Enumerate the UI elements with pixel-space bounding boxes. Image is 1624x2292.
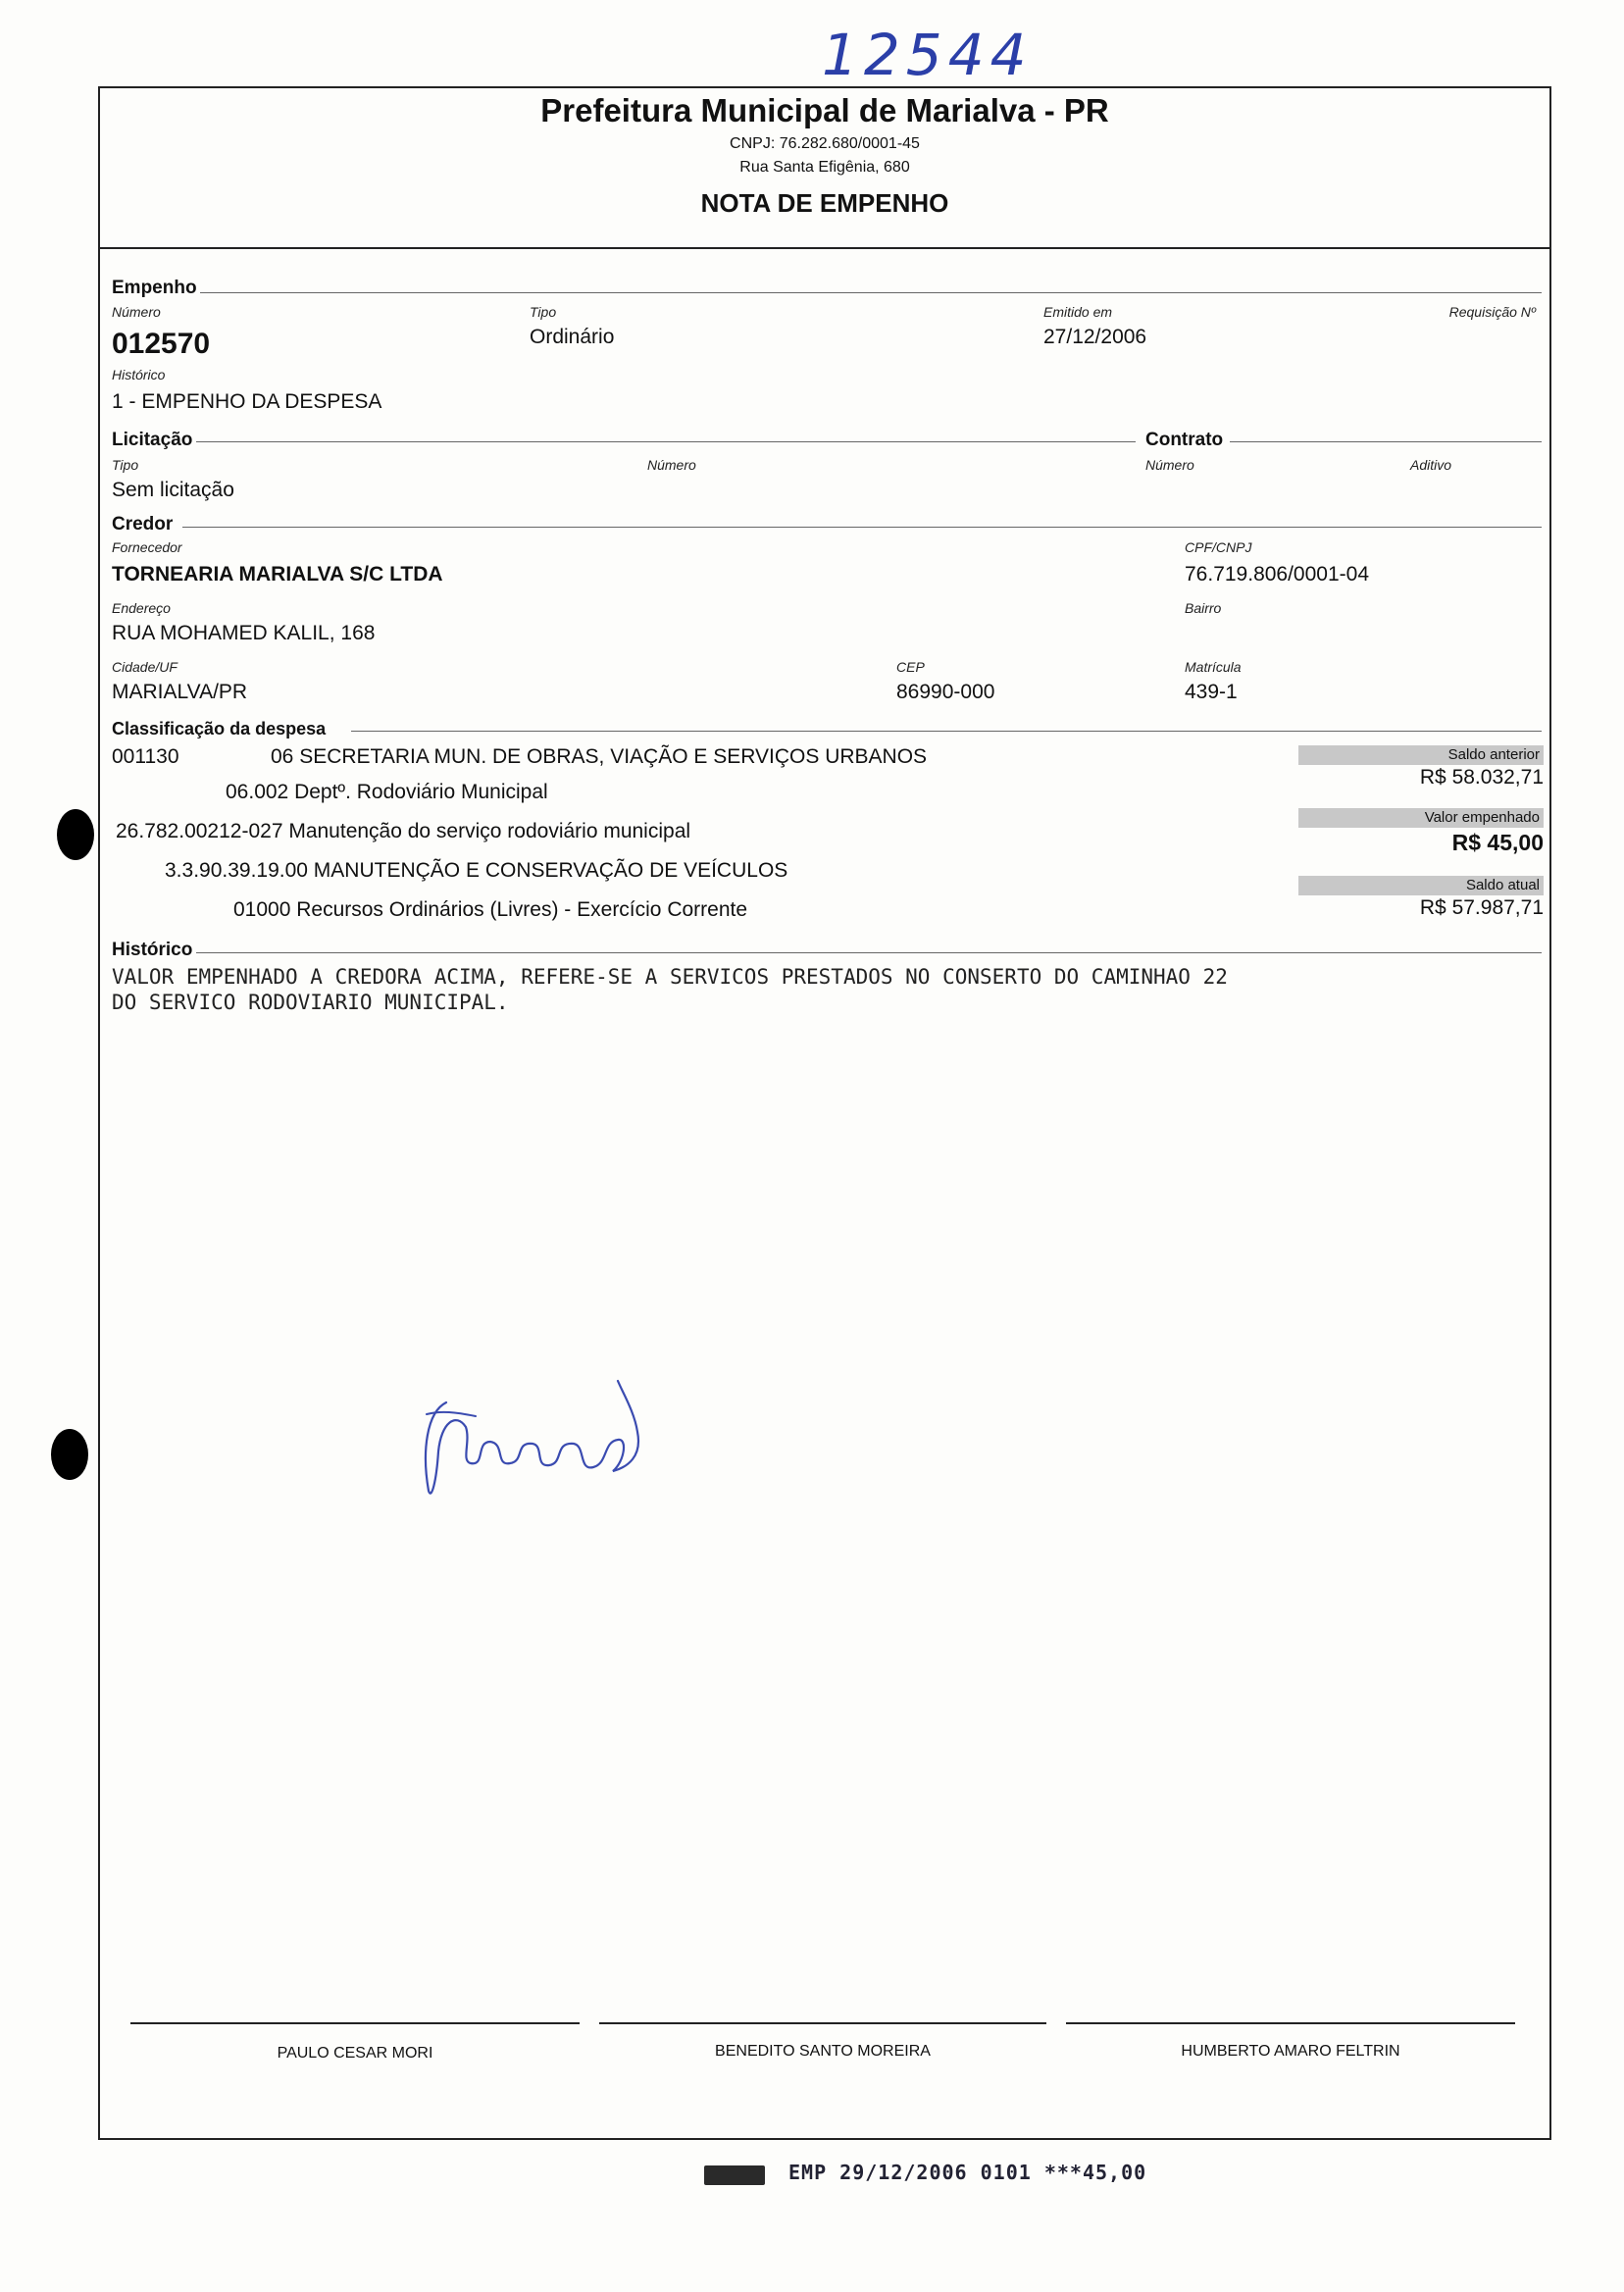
section-rule <box>351 731 1542 732</box>
emitido-label: Emitido em <box>1043 304 1113 320</box>
valor-empenhado-label: Valor empenhado <box>1298 808 1544 828</box>
section-rule <box>196 441 1136 442</box>
classificacao-line5: 01000 Recursos Ordinários (Livres) - Exercício Corrente <box>233 898 748 921</box>
punch-hole-top <box>57 809 94 860</box>
payment-stamp: EMP 29/12/2006 0101 ***45,00 <box>788 2161 1147 2184</box>
matricula-value: 439-1 <box>1185 681 1238 703</box>
contrato-numero-label: Número <box>1145 457 1194 473</box>
section-classificacao: Classificação da despesa <box>112 719 327 739</box>
valor-empenhado-value: R$ 45,00 <box>1451 830 1544 855</box>
licitacao-tipo-label: Tipo <box>112 457 139 473</box>
cidade-label: Cidade/UF <box>112 659 178 675</box>
saldo-atual-label: Saldo atual <box>1298 876 1544 895</box>
signature-line <box>1066 2022 1515 2024</box>
licitacao-numero-label: Número <box>647 457 696 473</box>
historico-label: Histórico <box>112 367 166 382</box>
municipality-cnpj: CNPJ: 76.282.680/0001-45 <box>730 135 920 152</box>
section-rule <box>200 292 1542 293</box>
endereco-value: RUA MOHAMED KALIL, 168 <box>112 622 376 644</box>
cep-value: 86990-000 <box>896 681 995 703</box>
section-rule <box>196 952 1542 953</box>
matricula-label: Matrícula <box>1185 659 1242 675</box>
section-empenho: Empenho <box>112 278 197 298</box>
classificacao-line4: 3.3.90.39.19.00 MANUTENÇÃO E CONSERVAÇÃO DE VEÍCULOS <box>165 859 788 882</box>
signatory-2: BENEDITO SANTO MOREIRA <box>715 2043 931 2060</box>
tipo-label: Tipo <box>530 304 557 320</box>
classificacao-line3: 26.782.00212-027 Manutenção do serviço rodoviário municipal <box>116 820 691 842</box>
saldo-atual-value: R$ 57.987,71 <box>1419 896 1544 919</box>
cidade-value: MARIALVA/PR <box>112 681 248 703</box>
classificacao-line1: 06 SECRETARIA MUN. DE OBRAS, VIAÇÃO E SERVIÇOS URBANOS <box>271 745 928 768</box>
licitacao-tipo-value: Sem licitação <box>112 479 234 501</box>
section-contrato: Contrato <box>1145 430 1224 450</box>
section-credor: Credor <box>112 514 174 535</box>
tipo-value: Ordinário <box>530 326 615 348</box>
signature-line <box>599 2022 1046 2024</box>
empenho-number: 012570 <box>112 328 211 360</box>
handwritten-number: 12544 <box>822 22 1033 88</box>
emitido-value: 27/12/2006 <box>1043 326 1147 348</box>
fornecedor-label: Fornecedor <box>112 539 182 555</box>
signatory-3: HUMBERTO AMARO FELTRIN <box>1181 2043 1400 2060</box>
cpf-value: 76.719.806/0001-04 <box>1185 563 1370 586</box>
endereco-label: Endereço <box>112 600 171 616</box>
requisicao-label: Requisição Nº <box>1448 304 1536 320</box>
section-rule <box>182 527 1542 528</box>
fornecedor-value: TORNEARIA MARIALVA S/C LTDA <box>112 563 443 586</box>
municipality-title: Prefeitura Municipal de Marialva - PR <box>540 92 1109 128</box>
document-title: NOTA DE EMPENHO <box>700 188 949 218</box>
cep-label: CEP <box>896 659 925 675</box>
historico-text-line1: VALOR EMPENHADO A CREDORA ACIMA, REFERE-SE A SERVICOS PRESTADOS NO CONSERTO DO CAMINHAO 22 <box>112 965 1228 989</box>
signature-line <box>130 2022 580 2024</box>
signatory-1: PAULO CESAR MORI <box>277 2045 433 2062</box>
header <box>98 90 1551 219</box>
cpf-label: CPF/CNPJ <box>1185 539 1252 555</box>
classificacao-code: 001130 <box>112 745 179 768</box>
contrato-aditivo-label: Aditivo <box>1410 457 1452 473</box>
municipality-address: Rua Santa Efigênia, 680 <box>739 159 910 176</box>
historico-text-line2: DO SERVICO RODOVIARIO MUNICIPAL. <box>112 991 509 1014</box>
section-rule <box>1230 441 1542 442</box>
section-licitacao: Licitação <box>112 430 193 450</box>
bairro-label: Bairro <box>1185 600 1222 616</box>
numero-label: Número <box>112 304 161 320</box>
saldo-anterior-value: R$ 58.032,71 <box>1419 766 1544 789</box>
header-divider <box>98 247 1551 249</box>
classificacao-line2: 06.002 Deptº. Rodoviário Municipal <box>226 781 548 803</box>
handwritten-signature <box>417 1373 652 1510</box>
payment-stamp-mark <box>704 2165 765 2185</box>
historico-value: 1 - EMPENHO DA DESPESA <box>112 390 382 413</box>
saldo-anterior-label: Saldo anterior <box>1298 745 1544 765</box>
punch-hole-bottom <box>51 1429 88 1480</box>
section-historico: Histórico <box>112 940 193 960</box>
